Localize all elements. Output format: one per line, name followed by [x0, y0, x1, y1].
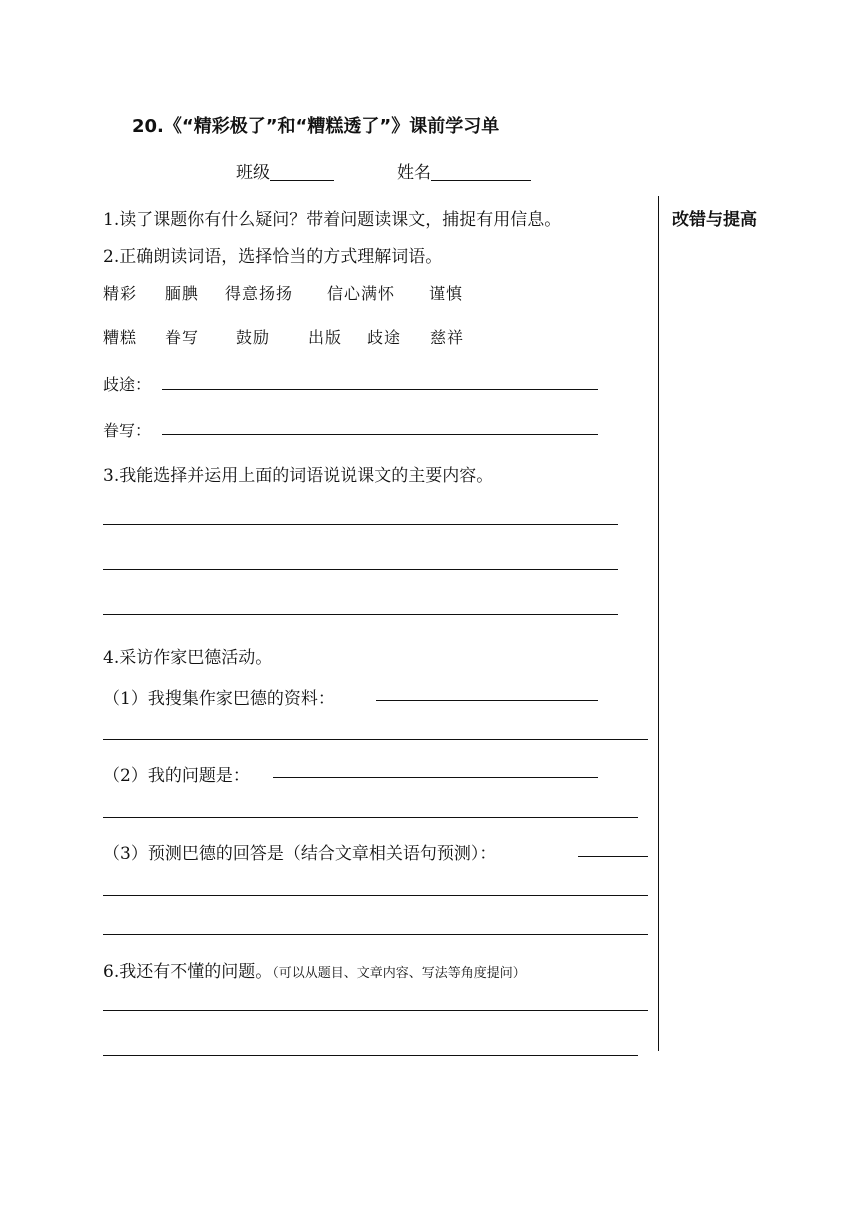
vocab-word: 精彩	[103, 284, 138, 303]
question-3: 3.我能选择并运用上面的词语说说课文的主要内容。	[103, 466, 494, 486]
class-label: 班级	[236, 163, 270, 183]
answer-line-q3[interactable]	[103, 569, 618, 570]
question-2: 2.正确朗读词语，选择恰当的方式理解词语。	[103, 247, 443, 267]
vocab-word: 信心满怀	[327, 284, 396, 303]
answer-line-q3[interactable]	[103, 614, 618, 615]
vocab-word: 谨慎	[429, 284, 464, 303]
question-6	[103, 957, 526, 982]
vocab-row-1	[103, 281, 463, 304]
answer-line-q4-2[interactable]	[273, 777, 598, 778]
question-6-text: 6.我还有不懂的问题。	[103, 962, 273, 982]
question-6-note: （可以从题目、文章内容、写法等角度提问）	[272, 966, 526, 981]
column-divider	[658, 196, 659, 1051]
vocab-row-2	[103, 325, 464, 348]
answer-line-explain-1[interactable]	[162, 389, 598, 390]
answer-line-q4-3[interactable]	[103, 934, 648, 935]
answer-line-q4-1[interactable]	[376, 700, 598, 701]
explain-label-1: 歧途：	[103, 375, 152, 394]
answer-line-q6[interactable]	[103, 1055, 638, 1056]
vocab-word: 糟糕	[103, 328, 138, 347]
answer-line-explain-2[interactable]	[162, 434, 598, 435]
name-label: 姓名	[397, 163, 431, 183]
answer-line-q4-3[interactable]	[578, 856, 648, 857]
vocab-word: 出版	[308, 328, 343, 347]
name-blank[interactable]	[431, 162, 531, 181]
explain-label-2: 眷写：	[103, 421, 152, 440]
answer-line-q4-2[interactable]	[103, 817, 638, 818]
question-4-3: （3）预测巴德的回答是（结合文章相关语句预测）：	[103, 844, 497, 864]
answer-line-q3[interactable]	[103, 524, 618, 525]
answer-line-q4-3[interactable]	[103, 895, 648, 896]
question-4-1: （1）我搜集作家巴德的资料：	[103, 689, 335, 709]
answer-line-q4-1[interactable]	[103, 739, 648, 740]
answer-line-q6[interactable]	[103, 1010, 648, 1011]
vocab-word: 歧途	[367, 328, 402, 347]
question-1: 1.读了课题你有什么疑问？带着问题读课文，捕捉有用信息。	[103, 210, 562, 230]
name-field	[397, 158, 531, 183]
question-4-2: （2）我的问题是：	[103, 766, 250, 786]
class-field	[236, 158, 334, 183]
class-blank[interactable]	[270, 162, 334, 181]
question-4: 4.采访作家巴德活动。	[103, 648, 273, 668]
vocab-word: 腼腆	[165, 284, 200, 303]
page-title: 20.《“精彩极了”和“糟糕透了”》课前学习单	[132, 116, 500, 137]
side-heading: 改错与提高	[672, 210, 757, 230]
vocab-word: 鼓励	[236, 328, 271, 347]
vocab-word: 眷写	[165, 328, 200, 347]
vocab-word: 慈祥	[430, 328, 465, 347]
vocab-word: 得意扬扬	[225, 284, 294, 303]
